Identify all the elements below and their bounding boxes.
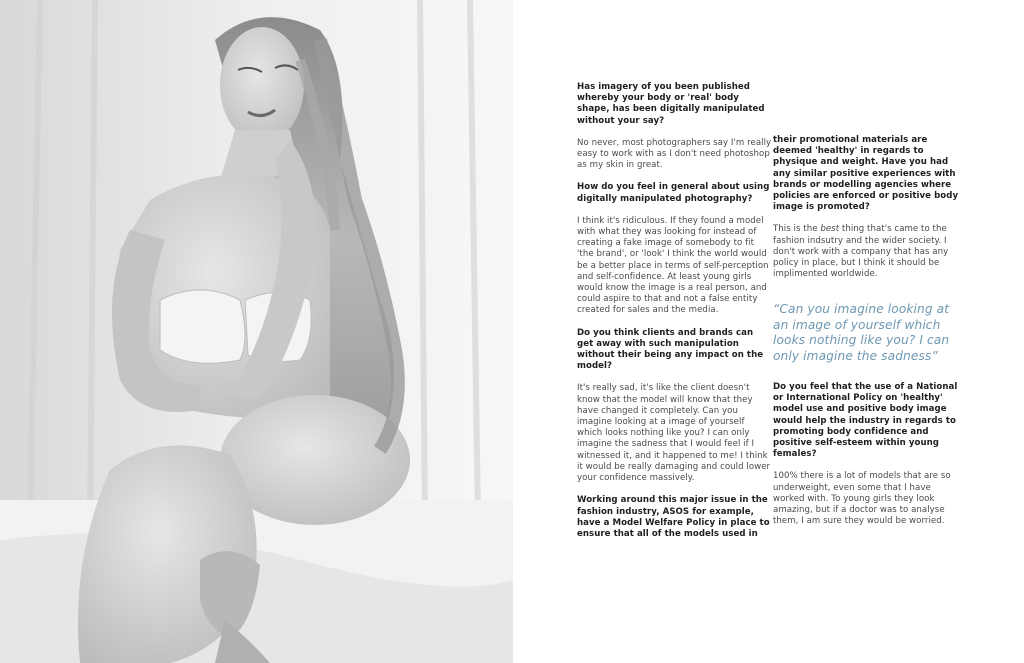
answer-5: 100% there is a lot of models that are so underweight, even some that I have worked with. To young girls they look amazing, but if a doctor was to analyse them, I am sure they would be worried. [773, 471, 951, 527]
question-4-continued: their promotional materials are deemed 'healthy' in regards to physique and weight. Have you had any similar positive experiences with brands or modelling agencies where policies are enforced or positive body image is promoted? [773, 135, 959, 213]
answer-4-text-cont: thing that's came to the fashion indsutry and the wider society. I don't work with a company that has any policy in place, but I think it should be implimented worldwide. [773, 224, 949, 280]
answer-2: I think it's ridiculous. If they found a model with what they was looking for instead of creating a fake image of somebody to fit 'the brand', or 'look' I think the world would be a better place in terms of self-perception and self-confidence. At least young girls would know the image is a real person, and could aspire to that and not a false entity created for sales and the media. [577, 215, 769, 316]
article-column-2 [773, 135, 965, 539]
question-4: Working around this major issue in the fashion industry, ASOS for example, have a Model Welfare Policy in place to ensure that all of the models used in [577, 495, 770, 539]
answer-4 [773, 224, 965, 280]
question-5: Do you feel that the use of a National or International Policy on 'healthy' model use and positive body image would help the industry in regards to promoting body confidence and positive self-esteem within young females? [773, 382, 958, 460]
question-3: Do you think clients and brands can get away with such manipulation without their being any impact on the model? [577, 327, 764, 372]
answer-4-text: This is the [773, 224, 821, 235]
question-1: Has imagery of you been published whereby your body or 'real' body shape, has been digitally manipulated without your say? [577, 82, 765, 126]
answer-1: No never, most photographers say I'm really easy to work with as I don't need photoshop as my skin in great. [577, 137, 772, 171]
question-2: How do you feel in general about using digitally manipulated photography? [577, 182, 770, 204]
answer-4-emphasis: best [820, 224, 840, 235]
answer-3: It's really sad, it's like the client doesn't know that the model will know that they have changed it completely. Can you imagine looking at a image of yourself which looks nothing like you? I can only imagine the sadness that I would feel if I witnessed it, and it happened to me! I think it would be really damaging and could lower your confidence massively. [577, 383, 771, 484]
pull-quote: “Can you imagine looking at an image of yourself which looks nothing like you? I can only imagine the sadness” [773, 302, 950, 363]
article-column-1 [577, 82, 772, 551]
